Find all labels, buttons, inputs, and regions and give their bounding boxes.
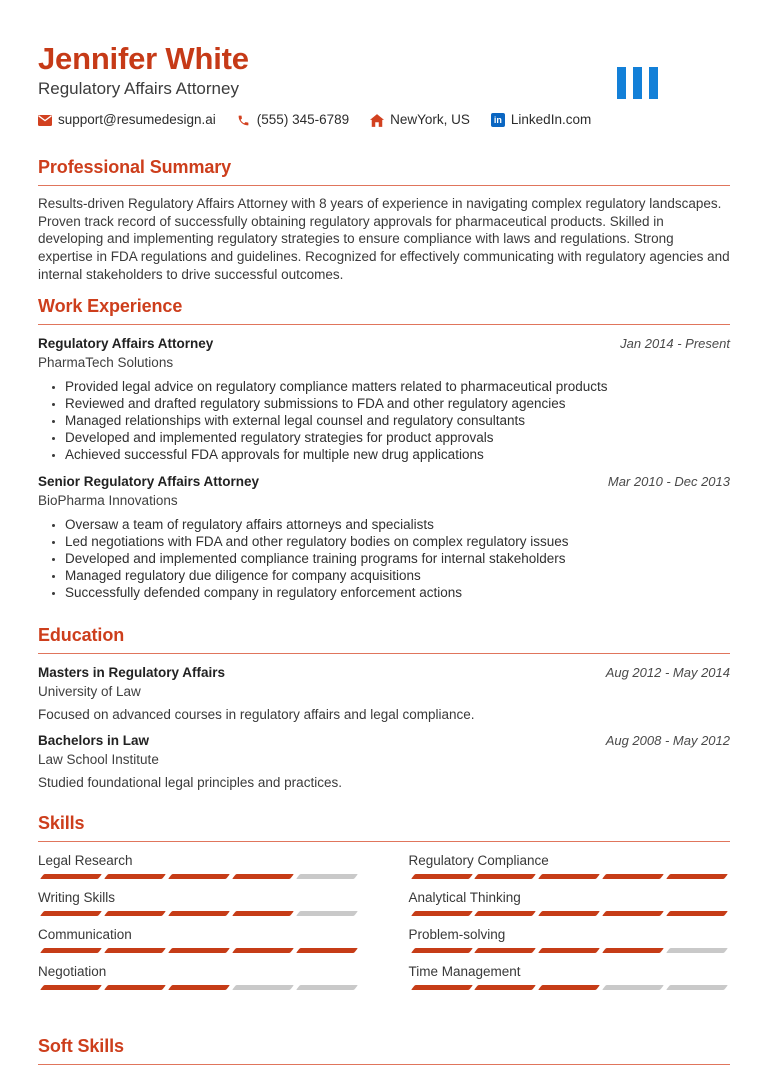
skill-bar-segment [296,985,358,990]
skill-name: Negotiation [38,963,107,979]
summary-text: Results-driven Regulatory Affairs Attorney with 8 years of experience in navigating complex regulatory landscapes. Proven track record of successfully obtaining regulatory approvals for pharmaceutical products. Skilled in developing and implementing regulatory strategies to ensure compliance with laws and regulations. Strong expertise in FDA regulations and guidelines. Recognized for effectively communicating with regulatory agencies and internal stakeholders to drive successful outcomes. [38,196,730,282]
skill-item [38,926,360,953]
skill-bar-segment [474,985,536,990]
section-divider [38,1064,730,1065]
contact-linkedin [491,111,591,129]
resume-header [38,42,730,129]
education-dates: Aug 2008 - May 2012 [605,732,730,748]
job-bullet: • Provided legal advice on regulatory compliance matters related to pharmaceutical products [65,378,730,395]
skill-bar-segment [104,948,166,953]
skill-bar-segment [411,911,473,916]
section-heading: Professional Summary [38,157,232,177]
skill-bar-segment [474,948,536,953]
education-description: Focused on advanced courses in regulatory affairs and legal compliance. [38,706,475,722]
skill-bar-segment [602,874,664,879]
skill-level-bar [38,874,360,879]
job-company: BioPharma Innovations [38,492,178,508]
job-title: Regulatory Affairs Attorney [38,335,214,351]
skill-bar-segment [104,985,166,990]
job-bullet-list [38,516,730,601]
skill-bar-segment [538,948,600,953]
envelope-icon [38,113,52,127]
contact-linkedin-text: LinkedIn.com [510,112,592,127]
skill-name: Communication [38,926,132,942]
job-dates: Mar 2010 - Dec 2013 [607,473,730,489]
skill-bar-segment [474,911,536,916]
skill-level-bar [38,911,360,916]
skill-bar-segment [40,985,102,990]
section-divider [38,324,730,325]
skill-bar-segment [602,911,664,916]
skill-bar-segment [411,985,473,990]
education-dates: Aug 2012 - May 2014 [605,664,730,680]
skill-bar-segment [40,874,102,879]
skill-bar-segment [666,985,728,990]
contact-phone-text: (555) 345-6789 [256,112,350,127]
skill-bar-segment [232,948,294,953]
skill-bar-segment [411,874,473,879]
home-icon [370,113,384,127]
section-heading: Soft Skills [38,1035,124,1056]
section-professional-summary [38,157,730,284]
logo-bar [633,67,642,99]
skill-bar-segment [666,948,728,953]
person-name: Jennifer White [38,41,249,76]
skill-bar-segment [666,874,728,879]
contact-email [38,111,216,129]
education-degree: Masters in Regulatory Affairs [38,664,226,680]
section-heading: Education [38,624,125,645]
skill-level-bar [409,874,731,879]
section-soft-skills [38,1036,730,1065]
skill-bar-segment [40,911,102,916]
skill-level-bar [409,985,731,990]
skill-name: Analytical Thinking [408,889,521,905]
skill-bar-segment [104,911,166,916]
skills-column-left [38,852,360,1000]
job-bullet: • Oversaw a team of regulatory affairs attorneys and specialists [65,516,730,533]
skill-bar-segment [232,911,294,916]
skill-name: Problem-solving [408,926,506,942]
education-description: Studied foundational legal principles and practices. [38,774,342,790]
logo-bar [649,67,658,99]
job-bullet: • Achieved successful FDA approvals for multiple new drug applications [65,446,730,463]
skill-item [409,926,731,953]
skill-name: Regulatory Compliance [408,852,549,868]
job-bullet: • Managed regulatory due diligence for company acquisitions [65,567,730,584]
section-divider [38,653,730,654]
skill-item [38,889,360,916]
job-bullet: • Successfully defended company in regulatory enforcement actions [65,584,730,601]
skill-bar-segment [40,948,102,953]
job-bullet-list [38,378,730,463]
skill-name: Writing Skills [38,889,116,905]
skill-bar-segment [232,874,294,879]
skill-bar-segment [538,874,600,879]
contact-email-text: support@resumedesign.ai [58,112,216,127]
skill-bar-segment [538,985,600,990]
logo [617,67,658,99]
skill-level-bar [38,985,360,990]
skill-bar-segment [168,874,230,879]
skill-bar-segment [104,874,166,879]
section-divider [38,185,730,186]
skills-grid [38,852,730,1000]
skill-bar-segment [474,874,536,879]
job-entry [38,335,730,463]
skill-item [38,852,360,879]
skill-bar-segment [602,985,664,990]
skill-bar-segment [296,911,358,916]
skill-bar-segment [538,911,600,916]
skill-bar-segment [666,911,728,916]
contact-row [38,111,730,129]
job-title: Senior Regulatory Affairs Attorney [38,473,260,489]
section-skills [38,813,730,1000]
contact-location-text: NewYork, US [390,112,470,127]
education-entry [38,732,730,791]
skill-name: Legal Research [38,852,133,868]
education-school: Law School Institute [38,751,159,767]
skill-item [409,852,731,879]
education-entry [38,664,730,723]
skill-name: Time Management [408,963,521,979]
job-bullet: • Led negotiations with FDA and other regulatory bodies on complex regulatory issues [65,533,730,550]
skill-level-bar [409,948,731,953]
section-heading: Work Experience [38,295,183,316]
skill-bar-segment [411,948,473,953]
job-entry [38,473,730,601]
job-company: PharmaTech Solutions [38,354,174,370]
section-divider [38,841,730,842]
logo-bar [617,67,626,99]
section-education [38,625,730,791]
skill-bar-segment [296,874,358,879]
education-degree: Bachelors in Law [38,732,150,748]
skill-bar-segment [232,985,294,990]
skill-bar-segment [602,948,664,953]
contact-phone [237,111,349,129]
skill-bar-segment [296,948,358,953]
job-bullet: • Managed relationships with external legal counsel and regulatory consultants [65,412,730,429]
contact-location [370,111,470,129]
skills-column-right [409,852,731,1000]
skill-bar-segment [168,985,230,990]
skill-item [409,963,731,990]
skill-item [409,889,731,916]
person-job-title: Regulatory Affairs Attorney [38,79,239,98]
skill-level-bar [409,911,731,916]
skill-item [38,963,360,990]
phone-icon [237,113,251,127]
section-work-experience [38,296,730,601]
linkedin-icon: in [491,113,505,127]
skill-bar-segment [168,911,230,916]
job-dates: Jan 2014 - Present [620,335,730,351]
skill-bar-segment [168,948,230,953]
section-heading: Skills [38,812,85,833]
job-bullet: • Developed and implemented compliance training programs for internal stakeholders [65,550,730,567]
job-bullet: • Reviewed and drafted regulatory submissions to FDA and other regulatory agencies [65,395,730,412]
job-bullet: • Developed and implemented regulatory strategies for product approvals [65,429,730,446]
education-school: University of Law [38,683,141,699]
skill-level-bar [38,948,360,953]
